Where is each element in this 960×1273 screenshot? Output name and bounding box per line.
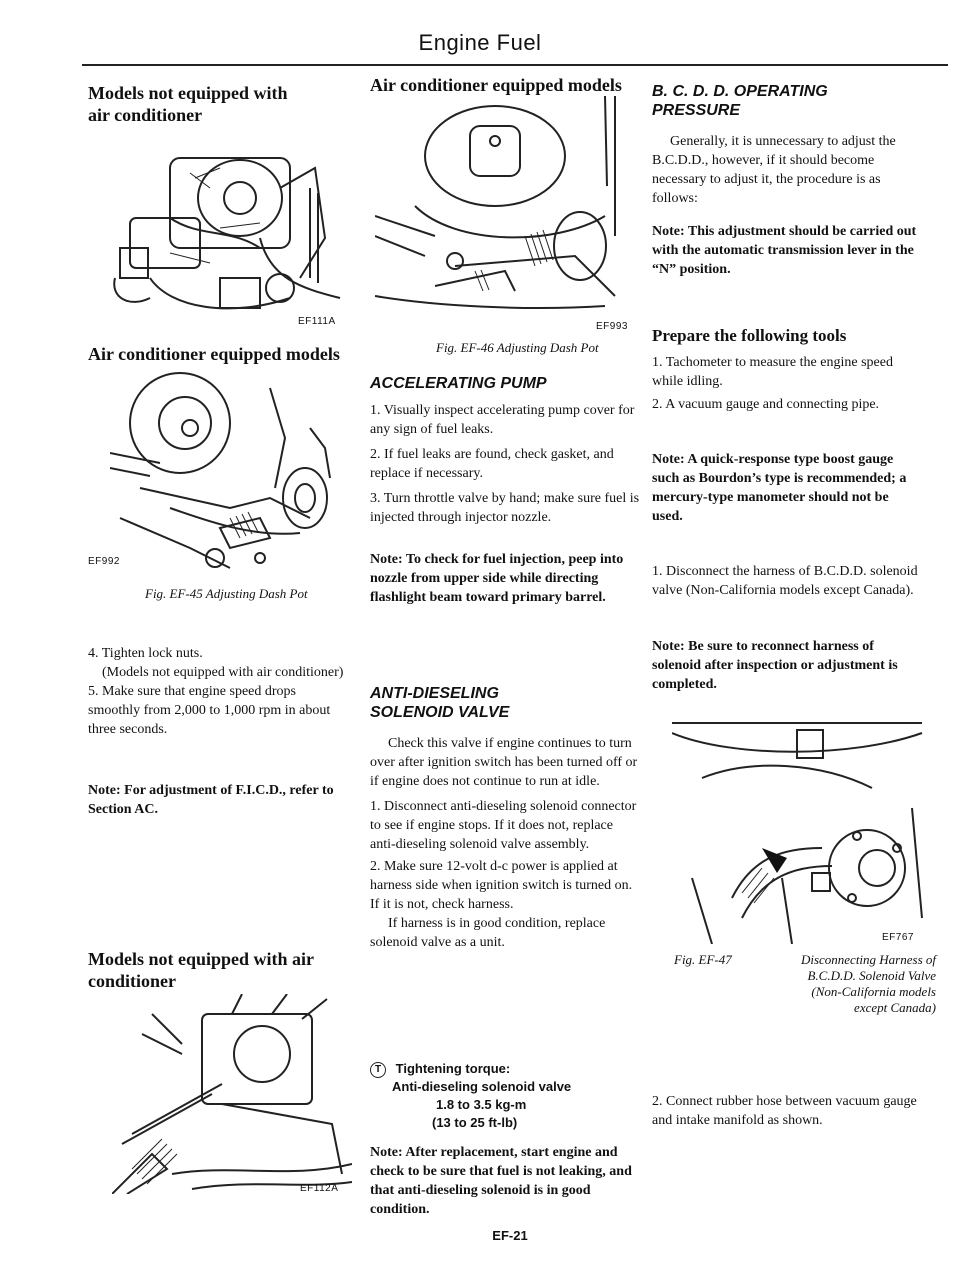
bcdd-intro: Generally, it is unnecessary to adjust the B.C.D.D., however, if it should become necessary to adjust it, the procedure is as follows: xyxy=(652,134,896,206)
figure-code: EF992 xyxy=(88,556,120,567)
anti-dieseling-body xyxy=(370,734,640,952)
bcdd-step-1: 1. Disconnect the harness of B.C.D.D. solenoid valve (Non-California models except Canada). xyxy=(652,564,918,598)
dash-pot-ac-illustration xyxy=(375,96,635,318)
carburetor-illustration xyxy=(110,128,346,338)
column-1 xyxy=(88,82,350,126)
figure-ef992 xyxy=(110,368,346,576)
note-transmission xyxy=(652,222,922,279)
accel-step-2: 2. If fuel leaks are found, check gasket, and replace if necessary. xyxy=(370,447,614,481)
heading-line: B. C. D. D. OPERATING xyxy=(652,83,828,100)
adjusting-screw-illustration xyxy=(112,994,352,1194)
note-gauge xyxy=(652,450,922,526)
note-label: Note: xyxy=(652,452,685,467)
anti-step-2-cont: If harness is in good condition, replace solenoid valve as a unit. xyxy=(370,916,606,950)
anti-intro: Check this valve if engine continues to turn over after ignition switch has been turned off or if engine does not continue to run at idle. xyxy=(370,736,638,789)
heading-line: ANTI-DIESELING xyxy=(370,685,499,702)
note-fuel-injection xyxy=(370,550,640,607)
note-text: For adjustment of F.I.C.D., refer to Section AC. xyxy=(88,783,334,817)
figure-ef767 xyxy=(672,718,932,944)
torque-value-metric: 1.8 to 3.5 kg-m xyxy=(436,1097,527,1112)
anti-step-1: 1. Disconnect anti-dieseling solenoid connector to see if engine stops. If it does not, replace anti-dieseling solenoid valve assembly. xyxy=(370,799,637,852)
note-text: After replacement, start engine and check to be sure that fuel is not leaking, and that anti-dieseling solenoid is in good condition. xyxy=(370,1145,632,1217)
torque-item: Anti-dieseling solenoid valve xyxy=(392,1079,572,1094)
tool-1: 1. Tachometer to measure the engine speed while idling. xyxy=(652,355,893,389)
note-text: This adjustment should be carried out with the automatic transmission lever in the “N” position. xyxy=(652,224,917,277)
caption-line: (Non-California models xyxy=(811,984,936,999)
page-header: Engine Fuel xyxy=(418,30,542,55)
note-after-replacement xyxy=(370,1143,640,1219)
caption-line: except Canada) xyxy=(854,1000,936,1015)
tool-2: 2. A vacuum gauge and connecting pipe. xyxy=(652,397,880,412)
step-4 xyxy=(88,644,350,739)
caption-label: Fig. EF-47 xyxy=(674,952,732,967)
note-text: Be sure to reconnect harness of solenoid after inspection or adjustment is completed. xyxy=(652,639,898,692)
note-text: A quick-response type boost gauge such as Bourdon’s type is recommended; a mercury-type manometer should not be used. xyxy=(652,452,907,524)
step-5-text: 5. Make sure that engine speed drops smoothly from 2,000 to 1,000 rpm in about three seconds. xyxy=(88,684,331,737)
accel-steps xyxy=(370,401,640,527)
section-heading: Air conditioner equipped models xyxy=(370,75,622,95)
bcdd-solenoid-illustration xyxy=(672,718,932,944)
torque-label: Tightening torque: xyxy=(395,1061,511,1076)
torque-spec xyxy=(370,1060,640,1132)
heading-line: PRESSURE xyxy=(652,102,741,119)
figure-code: EF111A xyxy=(298,316,336,327)
figure-ef111a xyxy=(110,128,346,338)
note-text: To check for fuel injection, peep into nozzle from upper side while directing flashlight beam toward primary barrel. xyxy=(370,552,624,605)
section-heading xyxy=(370,684,509,722)
page-number: EF-21 xyxy=(492,1228,528,1243)
dash-pot-illustration xyxy=(110,368,346,576)
caption-line: B.C.D.D. Solenoid Valve xyxy=(807,968,936,983)
figure-caption: Fig. EF-45 Adjusting Dash Pot xyxy=(145,586,308,601)
tools-list xyxy=(652,353,922,414)
figure-caption: Fig. EF-46 Adjusting Dash Pot xyxy=(436,340,599,355)
section-heading: Models not equipped with air conditioner xyxy=(88,83,288,125)
note-label: Note: xyxy=(652,639,685,654)
section-heading xyxy=(652,82,828,120)
figure-ef993 xyxy=(375,96,635,318)
note-label: Note: xyxy=(370,552,403,567)
section-heading: Air conditioner equipped models xyxy=(88,344,340,364)
accel-step-1: 1. Visually inspect accelerating pump cover for any sign of fuel leaks. xyxy=(370,403,635,437)
accel-step-3: 3. Turn throttle valve by hand; make sure fuel is injected through injector nozzle. xyxy=(370,491,640,525)
note-label: Note: xyxy=(88,783,121,798)
bcdd-step-2: 2. Connect rubber hose between vacuum gauge and intake manifold as shown. xyxy=(652,1094,917,1128)
step-4-scope: (Models not equipped with air conditioner) xyxy=(102,665,344,680)
note-ficd xyxy=(88,781,350,819)
header-rule xyxy=(82,64,948,66)
figure-caption xyxy=(674,952,936,1016)
torque-icon: T xyxy=(370,1062,386,1078)
section-heading: Models not equipped with air conditioner xyxy=(88,949,314,991)
caption-line: Disconnecting Harness of xyxy=(800,952,936,967)
figure-code: EF767 xyxy=(882,932,914,943)
section-heading: ACCELERATING PUMP xyxy=(370,375,547,392)
heading-line: SOLENOID VALVE xyxy=(370,704,510,721)
section-heading: Prepare the following tools xyxy=(652,326,847,345)
step-4-text: 4. Tighten lock nuts. xyxy=(88,646,203,661)
note-label: Note: xyxy=(370,1145,403,1160)
figure-code: EF993 xyxy=(596,321,628,332)
note-label: Note: xyxy=(652,224,685,239)
torque-value-imperial: (13 to 25 ft-lb) xyxy=(432,1115,518,1130)
figure-ef112a xyxy=(112,994,352,1194)
anti-step-2: 2. Make sure 12-volt d-c power is applied at harness side when ignition switch is turned on. If it is not, check harness. xyxy=(370,859,633,912)
figure-code: EF112A xyxy=(300,1183,339,1194)
note-reconnect xyxy=(652,637,922,694)
